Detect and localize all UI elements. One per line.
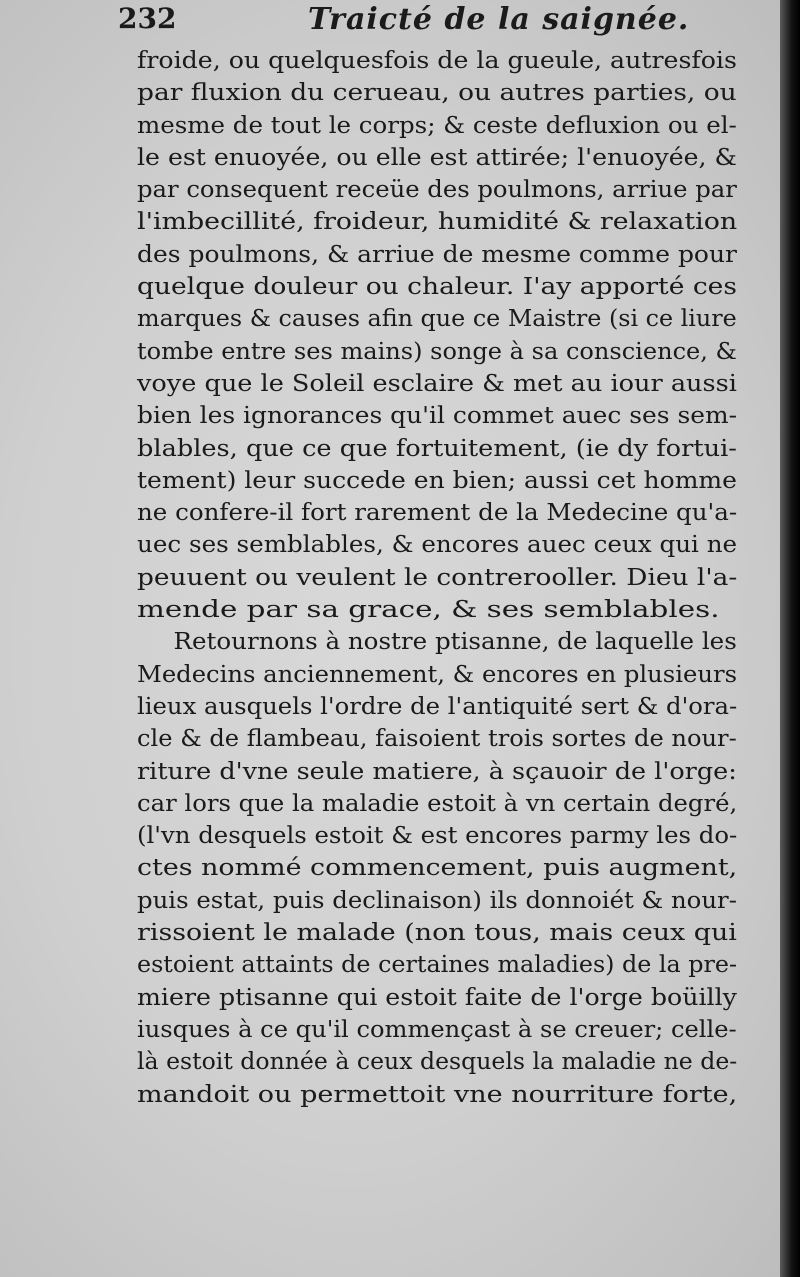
text-line: le est enuoyée, ou elle est attirée; l'enuoyée, & — [137, 142, 737, 171]
text-line: froide, ou quelquesfois de la gueule, autresfois — [137, 46, 737, 74]
text-line: par fluxion du cerueau, ou autres parties, ou — [137, 78, 737, 107]
text-line: peuuent ou veulent le contrerooller. Dieu l'a- — [137, 562, 738, 591]
page-header — [118, 0, 718, 44]
text-line: quelque douleur ou chaleur. I'ay apporté ces — [137, 272, 737, 301]
text-line: bien les ignorances qu'il commet auec ses sem- — [137, 401, 738, 430]
text-line: ne confere-il fort rarement de la Medecine qu'a- — [137, 498, 738, 527]
running-title: Traicté de la saignée. — [308, 2, 690, 37]
body-text — [137, 44, 737, 1110]
text-line: des poulmons, & arriue de mesme comme pour — [137, 239, 737, 268]
page-number: 232 — [118, 2, 177, 35]
paragraph-start-line: Retournons à nostre ptisanne, de laquelle les — [173, 627, 737, 656]
book-gutter-shadow — [780, 0, 800, 1277]
text-line: puis estat, puis declinaison) ils donnoiét & nour- — [137, 885, 737, 914]
text-line: là estoit donnée à ceux desquels la maladie ne de- — [137, 1047, 738, 1076]
text-line: riture d'vne seule matiere, à sçauoir de l'orge: — [137, 756, 737, 785]
text-line: rissoient le malade (non tous, mais ceux qui — [137, 918, 737, 947]
text-line: mende par sa grace, & ses semblables. — [137, 595, 720, 624]
text-line: marques & causes afin que ce Maistre (si ce liure — [137, 304, 737, 333]
text-line: mesme de tout le corps; & ceste defluxion ou el- — [137, 110, 737, 139]
text-line: lieux ausquels l'ordre de l'antiquité sert & d'ora- — [137, 691, 738, 720]
text-line: blables, que ce que fortuitement, (ie dy fortui- — [137, 433, 737, 462]
text-line: estoient attaints de certaines maladies) de la pre- — [137, 950, 738, 979]
text-line: uec ses semblables, & encores auec ceux qui ne — [137, 530, 738, 559]
text-line: l'imbecillité, froideur, humidité & relaxation — [137, 207, 738, 236]
text-line: cle & de flambeau, faisoient trois sortes de nour- — [137, 724, 737, 753]
text-line: (l'vn desquels estoit & est encores parmy les do- — [137, 821, 738, 850]
text-line: Medecins anciennement, & encores en plusieurs — [137, 659, 738, 688]
text-line: tement) leur succede en bien; aussi cet homme — [137, 465, 737, 494]
text-line: voye que le Soleil esclaire & met au iour aussi — [137, 368, 737, 397]
text-line: iusques à ce qu'il commençast à se creuer; celle- — [137, 1014, 737, 1043]
text-line: mandoit ou permettoit vne nourriture forte, — [137, 1079, 738, 1108]
text-line: miere ptisanne qui estoit faite de l'orge boüilly — [137, 982, 737, 1011]
text-line: car lors que la maladie estoit à vn certain degré, — [137, 788, 738, 817]
text-line: tombe entre ses mains) songe à sa conscience, & — [137, 336, 737, 365]
text-line: par consequent receüe des poulmons, arriue par — [137, 175, 737, 204]
text-line: ctes nommé commencement, puis augment, — [137, 853, 738, 882]
